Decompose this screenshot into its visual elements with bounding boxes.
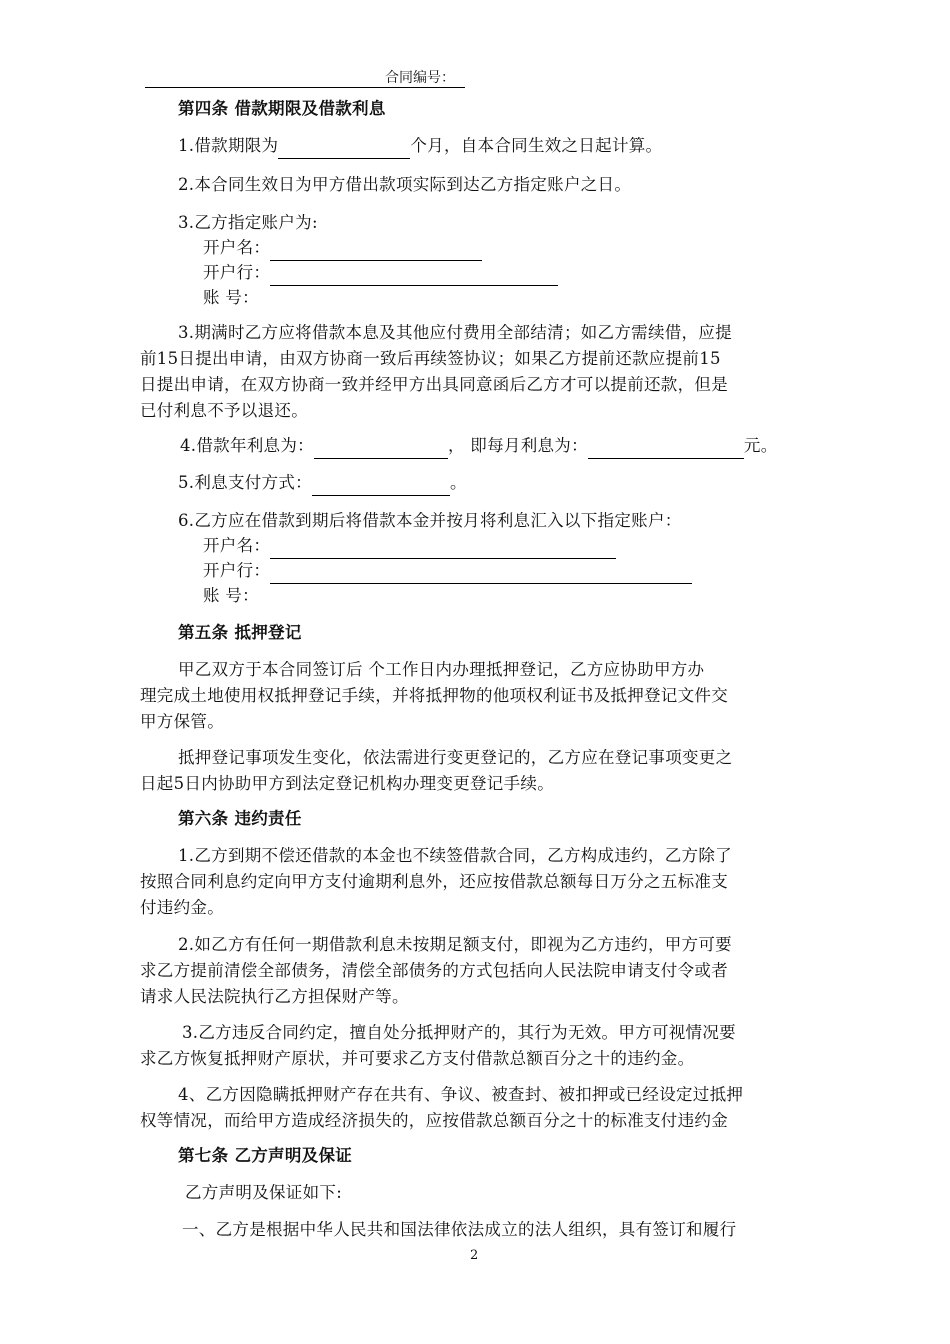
sec4-para-3b-l3: 日提出申请，在双方协商一致并经甲方出具同意函后乙方才可以提前还款，但是 (140, 375, 728, 394)
sec6-p1-l2: 按照合同利息约定向甲方支付逾期利息外，还应按借款总额每日万分之五标准支 (140, 872, 728, 891)
annual-interest-label: 4.借款年利息为： (180, 436, 314, 455)
sec6-p1-l3: 付违约金。 (140, 898, 224, 917)
repay-account-name-row (203, 533, 868, 559)
sec6-p4-l1: 4、乙方因隐瞒抵押财产存在共有、争议、被查封、被扣押或已经设定过抵押 (178, 1085, 744, 1104)
repay-account-bank-label: 开户行： (203, 561, 271, 580)
header-rule (145, 87, 465, 88)
page-number: 2 (470, 1248, 479, 1263)
repay-account-bank-blank[interactable] (270, 563, 692, 584)
sec4-para-3b-l1: 3.期满时乙方应将借款本息及其他应付费用全部结清；如乙方需续借，应提 (178, 323, 732, 342)
section-6-title: 第六条 违约责任 (178, 809, 302, 828)
sec6-p2-l2: 求乙方提前清偿全部债务，清偿全部债务的方式包括向人民法院申请支付令或者 (140, 961, 728, 980)
monthly-interest-label: ， 即每月利息为： (447, 436, 588, 455)
repay-account-name-blank[interactable] (270, 538, 616, 559)
monthly-interest-blank[interactable] (588, 438, 744, 459)
sec6-p3-l2: 求乙方恢复抵押财产原状，并可要求乙方支付借款总额百分之十的违约金。 (140, 1049, 695, 1068)
repay-account-bank-row (203, 558, 868, 584)
sec6-p2-l3: 请求人民法院执行乙方担保财产等。 (140, 987, 409, 1006)
repay-account-number-label: 账 号： (203, 586, 259, 605)
account-name-row (203, 235, 868, 261)
sec4-para-4 (180, 433, 845, 459)
contract-number-label: 合同编号： (385, 70, 455, 86)
sec4-para-2: 2.本合同生效日为甲方借出款项实际到达乙方指定账户之日。 (178, 175, 632, 194)
payment-method-blank[interactable] (312, 475, 450, 496)
currency-unit: 元。 (743, 436, 778, 455)
sec4-para-6: 6.乙方应在借款到期后将借款本金并按月将利息汇入以下指定账户： (178, 511, 682, 530)
loan-term-blank[interactable] (278, 138, 410, 159)
sec6-p1-l1: 1.乙方到期不偿还借款的本金也不续签借款合同，乙方构成违约，乙方除了 (178, 846, 732, 865)
account-bank-label: 开户行： (203, 263, 271, 282)
sec7-p1: 乙方声明及保证如下: (185, 1183, 343, 1202)
sec4-para-3b-l4: 已付利息不予以退还。 (140, 401, 308, 420)
account-name-blank[interactable] (270, 240, 482, 261)
payment-method-label: 5.利息支付方式： (178, 473, 312, 492)
section-5-title: 第五条 抵押登记 (178, 623, 302, 642)
account-number-label: 账 号： (203, 288, 259, 307)
sec4-para-5 (178, 470, 843, 496)
repay-account-name-label: 开户名： (203, 536, 271, 555)
sec6-p4-l2: 权等情况，而给甲方造成经济损失的，应按借款总额百分之十的标准支付违约金 (140, 1111, 728, 1130)
sec6-p2-l1: 2.如乙方有任何一期借款利息未按期足额支付，即视为乙方违约，甲方可要 (178, 935, 732, 954)
sec4-para-3b-l2: 前15日提出申请，由双方协商一致后再续签协议；如果乙方提前还款应提前15 (140, 349, 721, 368)
sec5-p1-l1: 甲乙双方于本合同签订后 个工作日内办理抵押登记，乙方应协助甲方办 (178, 660, 705, 679)
sec4-p1-text-b: 个月，自本合同生效之日起计算。 (410, 136, 663, 155)
sec4-para-3: 3.乙方指定账户为: (178, 213, 318, 232)
section-4-title: 第四条 借款期限及借款利息 (178, 99, 386, 118)
account-bank-blank[interactable] (270, 265, 558, 286)
sec5-p2-l1: 抵押登记事项发生变化，依法需进行变更登记的，乙方应在登记事项变更之 (178, 748, 733, 767)
sec4-p1-text-a: 1.借款期限为 (178, 136, 279, 155)
annual-interest-blank[interactable] (314, 438, 448, 459)
section-7-title: 第七条 乙方声明及保证 (178, 1146, 353, 1165)
sec5-p1-l2: 理完成土地使用权抵押登记手续，并将抵押物的他项权利证书及抵押登记文件交 (140, 686, 728, 705)
account-name-label: 开户名： (203, 238, 271, 257)
sec6-p3-l1: 3.乙方违反合同约定，擅自处分抵押财产的，其行为无效。甲方可视情况要 (182, 1023, 736, 1042)
sec5-p1-l3: 甲方保管。 (140, 712, 224, 731)
sec4-para-1 (178, 133, 843, 159)
period: 。 (449, 473, 467, 492)
account-bank-row (203, 260, 868, 286)
sec7-p2: 一、乙方是根据中华人民共和国法律依法成立的法人组织，具有签订和履行 (182, 1220, 737, 1239)
sec5-p2-l2: 日起5日内协助甲方到法定登记机构办理变更登记手续。 (140, 774, 554, 793)
